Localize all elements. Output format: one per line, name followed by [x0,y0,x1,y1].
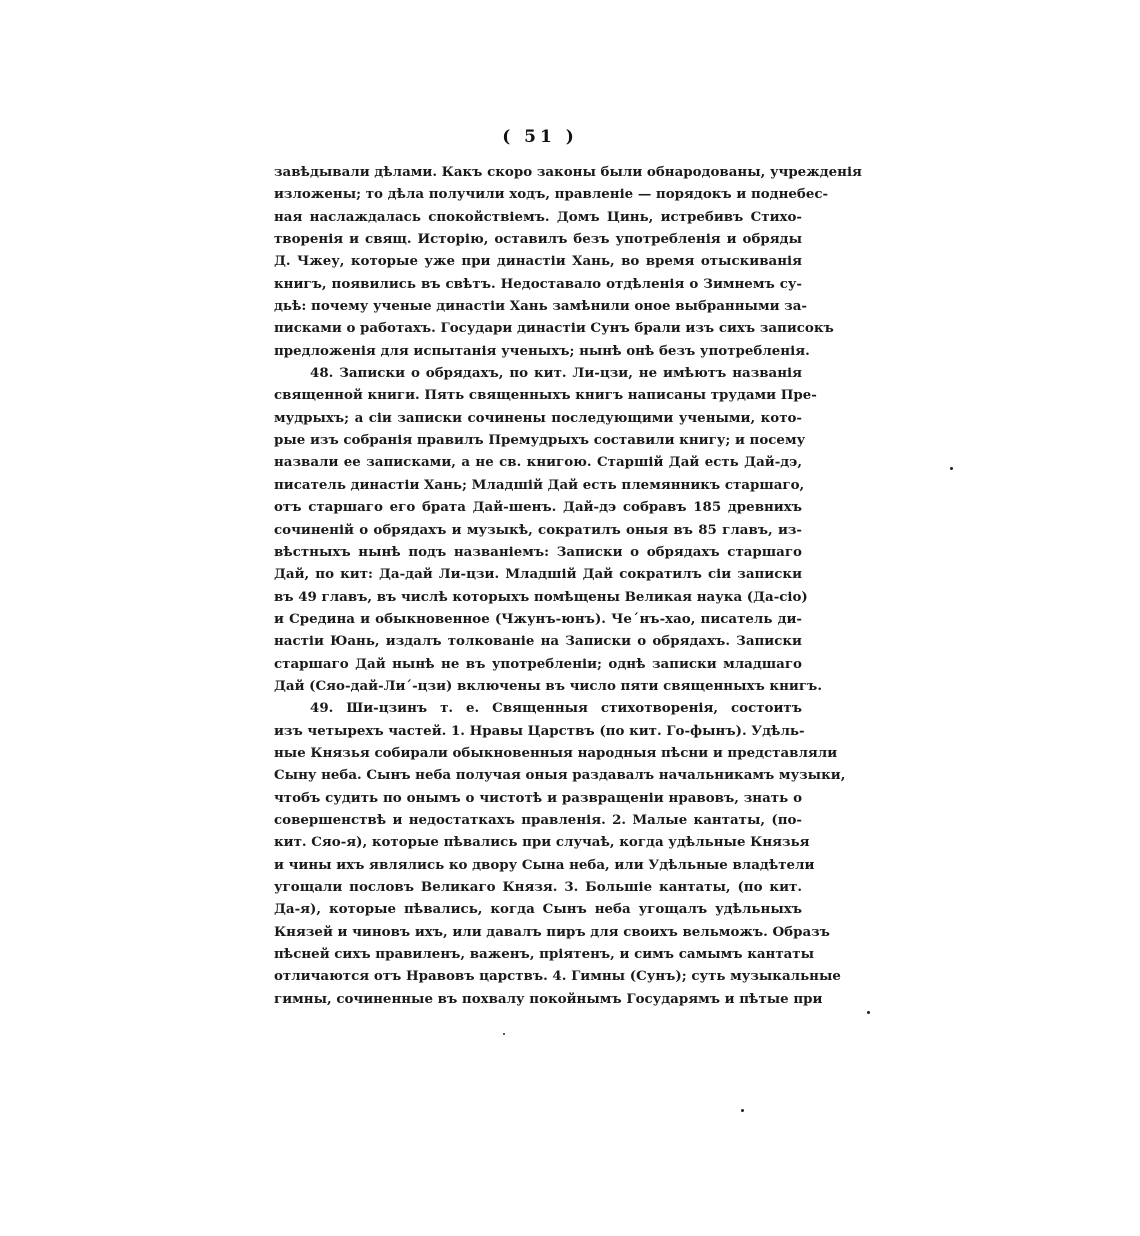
scan-speck [950,467,953,470]
text-line: чтобъ судить по онымъ о чистотѣ и развращеніи нравовъ, знать о [274,789,802,806]
scan-speck [503,1033,505,1035]
text-line: ная наслаждалась спокойствіемъ. Домъ Цинь, истребивъ Стихо- [274,208,802,225]
paragraph-48-start: 48. Записки о обрядахъ, по кит. Ли-цзи, не имѣютъ названія [310,365,802,382]
text-line: рые изъ собранія правилъ Премудрыхъ составили книгу; и посему [274,432,806,449]
text-line: изложены; то дѣла получили ходъ, правленіе — порядокъ и поднебес- [274,186,829,203]
text-line: дьѣ: почему ученые династіи Хань замѣнили оное выбранными за- [274,298,807,315]
text-line: Дай, по кит: Да-дай Ли-цзи. Младшій Дай сократилъ сіи записки [274,566,802,583]
text-line: настіи Юань, издалъ толкованіе на Записки о обрядахъ. Записки [274,633,802,650]
text-line: сочиненій о обрядахъ и музыкѣ, сократилъ оныя въ 85 главъ, из- [274,521,802,538]
text-line: ные Князья собирали обыкновенныя народныя пѣсни и представляли [274,744,838,761]
text-line: и Средина и обыкновенное (Чжунъ-юнъ). Чеˊнъ-хао, писатель ди- [274,610,802,627]
paragraph-49-start: 49. Ши-цзинъ т. е. Священныя стихотворенія, состоитъ [310,700,802,717]
text-line: Дай (Сяо-дай-Лиˊ-цзи) включены въ число пяти священныхъ книгъ. [274,677,822,694]
text-line: священной книги. Пять священныхъ книгъ написаны трудами Пре- [274,387,817,404]
text-line: писатель династіи Хань; Младшій Дай есть племянникъ старшаго, [274,476,805,493]
scan-speck [867,1011,870,1014]
text-line: гимны, сочиненные въ похвалу покойнымъ Государямъ и пѣтые при [274,990,823,1007]
text-line: завѣдывали дѣлами. Какъ скоро законы были обнародованы, учрежденія [274,164,862,180]
text-line: Д. Чжеу, которые уже при династіи Хань, во время отыскиванія [274,253,802,270]
text-line: вѣстныхъ нынѣ подъ названіемъ: Записки о обрядахъ старшаго [274,543,802,560]
scan-speck [741,1109,744,1112]
text-line: совершенствѣ и недостаткахъ правленія. 2. Малые кантаты, (по- [274,811,802,828]
text-line: пѣсней сихъ правиленъ, важенъ, пріятенъ, и симъ самымъ кантаты [274,946,815,963]
text-line: угощали пословъ Великаго Князя. 3. Большіе кантаты, (по кит. [274,879,802,895]
text-line: писками о работахъ. Государи династіи Сунъ брали изъ сихъ записокъ [274,320,834,337]
text-line: изъ четырехъ частей. 1. Нравы Царствъ (по кит. Го-фынъ). Удѣль- [274,722,805,739]
text-line: книгъ, появились въ свѣтъ. Недоставало отдѣленія о Зимнемъ су- [274,275,802,292]
text-line: мудрыхъ; а сіи записки сочинены последующими учеными, кото- [274,409,802,426]
text-line: Сыну неба. Сынъ неба получая оныя раздавалъ начальникамъ музыки, [274,767,846,784]
text-line: Князей и чиновъ ихъ, или давалъ пиръ для своихъ вельможъ. Образъ [274,923,830,940]
text-line: предложенія для испытанія ученыхъ; нынѣ онѣ безъ употребленія. [274,342,810,359]
text-line: отличаются отъ Нравовъ царствъ. 4. Гимны (Сунъ); суть музыкальные [274,968,841,985]
text-line: Да-я), которые пѣвались, когда Сынъ неба угощалъ удѣльныхъ [274,901,802,918]
text-line: творенія и свящ. Исторію, оставилъ безъ употребленія и обряды [274,231,802,248]
page-number: ( 51 ) [502,127,578,147]
text-line: отъ старшаго его брата Дай-шенъ. Дай-дэ собравъ 185 древнихъ [274,499,802,516]
text-line: старшаго Дай нынѣ не въ употребленіи; однѣ записки младшаго [274,655,802,672]
text-line: и чины ихъ являлись ко двору Сына неба, или Удѣльные владѣтели [274,856,815,873]
text-line: въ 49 главъ, въ числѣ которыхъ помѣщены Великая наука (Да-сіо) [274,588,808,605]
text-line: кит. Сяо-я), которые пѣвались при случаѣ, когда удѣльные Князья [274,834,810,851]
text-line: назвали ее записками, а не св. книгою. Старшій Дай есть Дай-дэ, [274,454,802,471]
body-text [274,161,862,1010]
